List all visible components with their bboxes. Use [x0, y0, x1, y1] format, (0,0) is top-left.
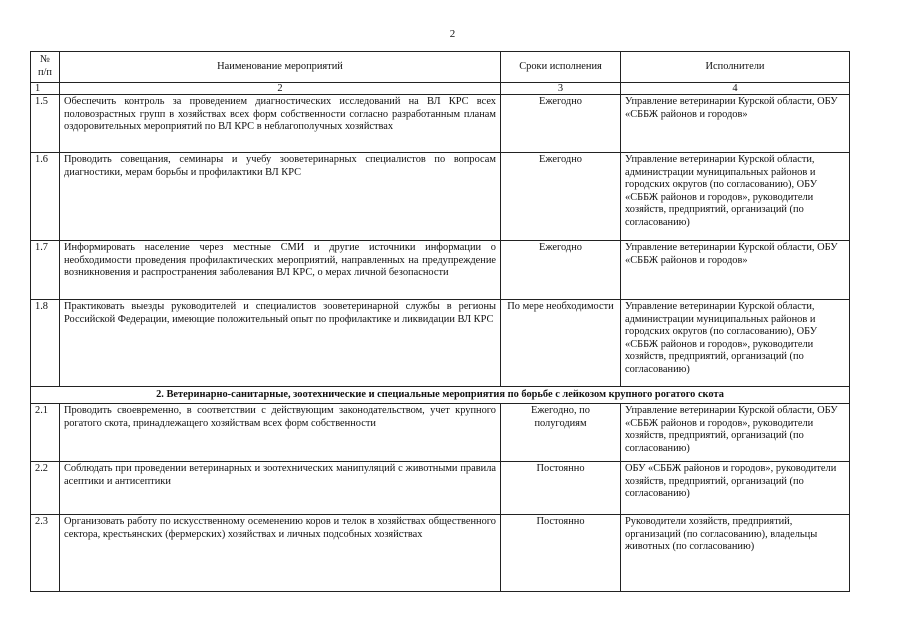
- column-number: 2: [60, 83, 501, 95]
- row-number: 1.8: [31, 300, 60, 387]
- measure-term: По мере необходимости: [501, 300, 621, 387]
- measure-executors: Управление ветеринарии Курской области, администрации муниципальных районов и городских округов (по согласованию), ОБУ «СББЖ районов и городов», руководители хозяйств, предприятий, организаций (по согласованию): [621, 153, 850, 241]
- column-number: 1: [31, 83, 60, 95]
- row-number: 2.2: [31, 462, 60, 515]
- section-title: 2. Ветеринарно-санитарные, зоотехнические и специальные мероприятия по борьбе с лейкозом крупного рогатого скота: [31, 387, 850, 404]
- measure-name: Проводить своевременно, в соответствии с действующим законодательством, учет крупного рогатого скота, принадлежащего хозяйствам всех форм собственности: [60, 404, 501, 462]
- measure-name: Соблюдать при проведении ветеринарных и зоотехнических манипуляций с животными правила асептики и антисептики: [60, 462, 501, 515]
- measure-name: Обеспечить контроль за проведением диагностических исследований на ВЛ КРС всех половозрастных групп в хозяйствах всех форм собственности согласно разработанным планам оздоровительных мероприятий по ВЛ КРС в неблагополучных хозяйствах: [60, 95, 501, 153]
- measure-executors: Руководители хозяйств, предприятий, организаций (по согласованию), владельцы животных (по согласованию): [621, 515, 850, 592]
- measure-term: Ежегодно, по полугодиям: [501, 404, 621, 462]
- table-row: [31, 241, 850, 300]
- page-number: 2: [449, 28, 456, 40]
- section-heading-row: [31, 387, 850, 404]
- column-number-row: [31, 83, 850, 95]
- measures-table: [30, 51, 850, 592]
- measure-name: Практиковать выезды руководителей и специалистов зооветеринарной службы в регионы Российской Федерации, имеющие положительный опыт по профилактике и ликвидации ВЛ КРС: [60, 300, 501, 387]
- row-number: 1.7: [31, 241, 60, 300]
- row-number: 1.5: [31, 95, 60, 153]
- table-row: [31, 95, 850, 153]
- header-executors: Исполнители: [621, 52, 850, 83]
- measure-executors: ОБУ «СББЖ районов и городов», руководители хозяйств, предприятий, организаций (по согласованию): [621, 462, 850, 515]
- measure-term: Постоянно: [501, 462, 621, 515]
- table-row: [31, 462, 850, 515]
- measure-executors: Управление ветеринарии Курской области, ОБУ «СББЖ районов и городов», руководители хозяйств, предприятий, организаций (по согласованию): [621, 404, 850, 462]
- row-number: 2.3: [31, 515, 60, 592]
- table-row: [31, 153, 850, 241]
- measure-executors: Управление ветеринарии Курской области, администрации муниципальных районов и городских округов (по согласованию), ОБУ «СББЖ районов и городов», руководители хозяйств, предприятий, организаций (по согласованию): [621, 300, 850, 387]
- table-header-row: [31, 52, 850, 83]
- table-row: [31, 404, 850, 462]
- measure-term: Ежегодно: [501, 95, 621, 153]
- measure-term: Ежегодно: [501, 153, 621, 241]
- table-row: [31, 515, 850, 592]
- measure-term: Постоянно: [501, 515, 621, 592]
- header-name: Наименование мероприятий: [60, 52, 501, 83]
- header-term: Сроки исполнения: [501, 52, 621, 83]
- measure-name: Проводить совещания, семинары и учебу зооветеринарных специалистов по вопросам диагностики, мерам борьбы и профилактики ВЛ КРС: [60, 153, 501, 241]
- row-number: 1.6: [31, 153, 60, 241]
- table-row: [31, 300, 850, 387]
- row-number: 2.1: [31, 404, 60, 462]
- measure-name: Организовать работу по искусственному осеменению коров и телок в хозяйствах общественного сектора, крестьянских (фермерских) хозяйствах и личных подсобных хозяйствах: [60, 515, 501, 592]
- measure-executors: Управление ветеринарии Курской области, ОБУ «СББЖ районов и городов»: [621, 241, 850, 300]
- column-number: 3: [501, 83, 621, 95]
- measure-term: Ежегодно: [501, 241, 621, 300]
- measure-executors: Управление ветеринарии Курской области, ОБУ «СББЖ районов и городов»: [621, 95, 850, 153]
- measure-name: Информировать население через местные СМИ и другие источники информации о необходимости проведения профилактических мероприятий, направленных на предупреждение возникновения и распространения заболевания ВЛ КРС, о мерах личной безопасности: [60, 241, 501, 300]
- header-num: № п/п: [31, 52, 60, 83]
- column-number: 4: [621, 83, 850, 95]
